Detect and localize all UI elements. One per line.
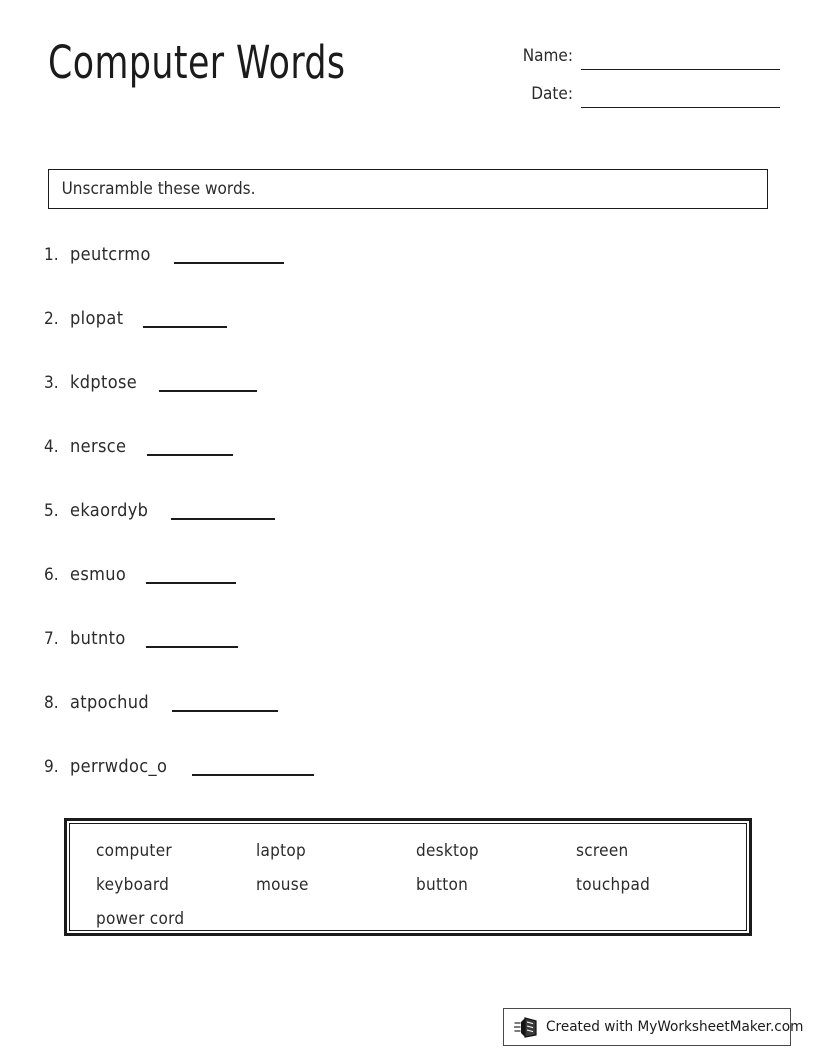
question-list bbox=[44, 243, 774, 819]
question-number: 9. bbox=[44, 757, 59, 777]
answer-line[interactable] bbox=[192, 774, 314, 776]
question-row bbox=[44, 691, 774, 755]
date-label: Date: bbox=[531, 84, 573, 104]
question-number: 7. bbox=[44, 629, 59, 649]
answer-line[interactable] bbox=[171, 518, 275, 520]
question-row bbox=[44, 563, 774, 627]
footer-badge[interactable] bbox=[503, 1008, 804, 1046]
scrambled-word: esmuo bbox=[70, 564, 127, 585]
name-row bbox=[495, 45, 780, 83]
word-bank bbox=[64, 818, 752, 936]
question-row bbox=[44, 371, 774, 435]
word-bank-rows bbox=[70, 824, 746, 936]
word-bank-word: button bbox=[416, 875, 469, 895]
question-number: 6. bbox=[44, 565, 59, 585]
answer-line[interactable] bbox=[146, 582, 236, 584]
scrambled-word: nersce bbox=[70, 436, 127, 457]
date-row bbox=[495, 83, 780, 121]
word-bank-row bbox=[96, 902, 746, 936]
answer-line[interactable] bbox=[147, 454, 233, 456]
word-bank-word: screen bbox=[576, 841, 629, 861]
word-bank-inner-border bbox=[69, 823, 747, 931]
word-bank-word: desktop bbox=[416, 841, 479, 861]
answer-line[interactable] bbox=[172, 710, 278, 712]
scrambled-word: atpochud bbox=[70, 692, 150, 713]
scrambled-word: peutcrmo bbox=[70, 244, 151, 265]
question-row bbox=[44, 755, 774, 819]
question-row bbox=[44, 307, 774, 371]
instruction-box bbox=[48, 169, 768, 209]
worksheet-header bbox=[0, 0, 816, 150]
question-number: 8. bbox=[44, 693, 59, 713]
answer-line[interactable] bbox=[174, 262, 284, 264]
question-number: 2. bbox=[44, 309, 59, 329]
question-number: 4. bbox=[44, 437, 59, 457]
word-bank-word: keyboard bbox=[96, 875, 170, 895]
date-input-line[interactable] bbox=[581, 83, 780, 108]
word-bank-word: laptop bbox=[256, 841, 307, 861]
worksheet-maker-logo-icon bbox=[514, 1016, 540, 1038]
question-number: 1. bbox=[44, 245, 59, 265]
name-input-line[interactable] bbox=[581, 45, 780, 70]
answer-line[interactable] bbox=[159, 390, 257, 392]
word-bank-word: mouse bbox=[256, 875, 309, 895]
word-bank-word: touchpad bbox=[576, 875, 651, 895]
scrambled-word: ekaordyb bbox=[70, 500, 149, 521]
scrambled-word: kdptose bbox=[70, 372, 138, 393]
question-row bbox=[44, 627, 774, 691]
page-title: Computer Words bbox=[48, 36, 346, 89]
name-date-block bbox=[495, 45, 780, 121]
question-number: 5. bbox=[44, 501, 59, 521]
question-number: 3. bbox=[44, 373, 59, 393]
question-row bbox=[44, 435, 774, 499]
instruction-text: Unscramble these words. bbox=[61, 179, 256, 199]
word-bank-row bbox=[96, 868, 746, 902]
footer-text: Created with MyWorksheetMaker.com bbox=[546, 1019, 804, 1035]
question-row bbox=[44, 243, 774, 307]
name-label: Name: bbox=[522, 46, 573, 66]
question-row bbox=[44, 499, 774, 563]
answer-line[interactable] bbox=[146, 646, 238, 648]
scrambled-word: butnto bbox=[70, 628, 126, 649]
word-bank-word: computer bbox=[96, 841, 172, 861]
scrambled-word: perrwdoc_o bbox=[70, 756, 168, 777]
answer-line[interactable] bbox=[143, 326, 227, 328]
word-bank-word: power cord bbox=[96, 909, 185, 929]
scrambled-word: plopat bbox=[70, 308, 124, 329]
word-bank-row bbox=[96, 834, 746, 868]
